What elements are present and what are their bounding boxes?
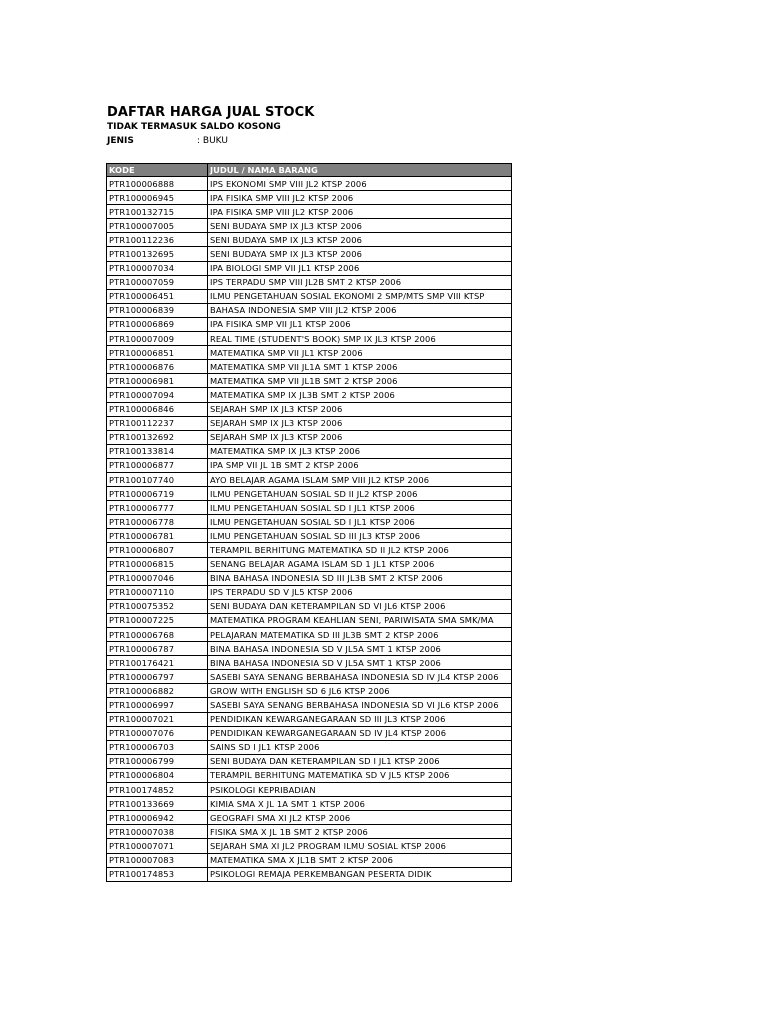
cell-judul: ILMU PENGETAHUAN SOSIAL SD III JL3 KTSP 2006 (208, 529, 512, 543)
cell-kode: PTR100006945 (107, 191, 208, 205)
table-row (107, 317, 512, 331)
cell-kode: PTR100006942 (107, 811, 208, 825)
page-title: DAFTAR HARGA JUAL STOCK (107, 105, 315, 120)
table-row (107, 261, 512, 275)
cell-judul: IPS TERPADU SD V JL5 KTSP 2006 (208, 585, 512, 599)
table-row (107, 585, 512, 599)
cell-judul: SENI BUDAYA SMP IX JL3 KTSP 2006 (208, 219, 512, 233)
cell-kode: PTR100006797 (107, 670, 208, 684)
cell-kode: PTR100132695 (107, 247, 208, 261)
cell-judul: MATEMATIKA SMA X JL1B SMT 2 KTSP 2006 (208, 853, 512, 867)
cell-kode: PTR100006851 (107, 346, 208, 360)
table-row (107, 740, 512, 754)
cell-judul: ILMU PENGETAHUAN SOSIAL SD II JL2 KTSP 2006 (208, 487, 512, 501)
table-row (107, 303, 512, 317)
cell-kode: PTR100006799 (107, 754, 208, 768)
cell-kode: PTR100174853 (107, 867, 208, 881)
cell-kode: PTR100006815 (107, 557, 208, 571)
cell-judul: MATEMATIKA SMP IX JL3B SMT 2 KTSP 2006 (208, 388, 512, 402)
jenis-label: JENIS (107, 136, 134, 146)
table-row (107, 613, 512, 627)
table-row (107, 289, 512, 303)
table-body (107, 177, 512, 882)
cell-kode: PTR100006877 (107, 458, 208, 472)
cell-kode: PTR100006804 (107, 768, 208, 782)
cell-judul: BINA BAHASA INDONESIA SD III JL3B SMT 2 KTSP 2006 (208, 571, 512, 585)
table-row (107, 684, 512, 698)
cell-judul: BINA BAHASA INDONESIA SD V JL5A SMT 1 KTSP 2006 (208, 656, 512, 670)
cell-judul: SENI BUDAYA DAN KETERAMPILAN SD I JL1 KTSP 2006 (208, 754, 512, 768)
cell-judul: PENDIDIKAN KEWARGANEGARAAN SD III JL3 KTSP 2006 (208, 712, 512, 726)
cell-judul: AYO BELAJAR AGAMA ISLAM SMP VIII JL2 KTSP 2006 (208, 472, 512, 486)
table-row (107, 472, 512, 486)
table-row (107, 642, 512, 656)
table-row (107, 402, 512, 416)
cell-judul: SENI BUDAYA SMP IX JL3 KTSP 2006 (208, 233, 512, 247)
cell-kode: PTR100006787 (107, 642, 208, 656)
stock-table (106, 163, 512, 882)
cell-judul: REAL TIME (STUDENT'S BOOK) SMP IX JL3 KTSP 2006 (208, 332, 512, 346)
cell-kode: PTR100133814 (107, 444, 208, 458)
table-row (107, 191, 512, 205)
cell-judul: GROW WITH ENGLISH SD 6 JL6 KTSP 2006 (208, 684, 512, 698)
table-row (107, 712, 512, 726)
table-row (107, 388, 512, 402)
table-row (107, 444, 512, 458)
cell-kode: PTR100007059 (107, 275, 208, 289)
cell-judul: SASEBI SAYA SENANG BERBAHASA INDONESIA SD IV JL4 KTSP 2006 (208, 670, 512, 684)
cell-kode: PTR100007225 (107, 613, 208, 627)
cell-kode: PTR100006888 (107, 177, 208, 191)
cell-judul: ILMU PENGETAHUAN SOSIAL SD I JL1 KTSP 2006 (208, 515, 512, 529)
table-row (107, 332, 512, 346)
cell-judul: PELAJARAN MATEMATIKA SD III JL3B SMT 2 KTSP 2006 (208, 628, 512, 642)
table-row (107, 628, 512, 642)
cell-judul: ILMU PENGETAHUAN SOSIAL SD I JL1 KTSP 2006 (208, 501, 512, 515)
cell-judul: MATEMATIKA SMP VII JL1A SMT 1 KTSP 2006 (208, 360, 512, 374)
table-row (107, 416, 512, 430)
table-row (107, 726, 512, 740)
cell-judul: IPS TERPADU SMP VIII JL2B SMT 2 KTSP 2006 (208, 275, 512, 289)
cell-kode: PTR100007034 (107, 261, 208, 275)
cell-judul: MATEMATIKA SMP IX JL3 KTSP 2006 (208, 444, 512, 458)
cell-judul: SASEBI SAYA SENANG BERBAHASA INDONESIA SD VI JL6 KTSP 2006 (208, 698, 512, 712)
cell-kode: PTR100007076 (107, 726, 208, 740)
cell-judul: PSIKOLOGI REMAJA PERKEMBANGAN PESERTA DIDIK (208, 867, 512, 881)
column-header-kode: KODE (107, 164, 208, 177)
cell-judul: PSIKOLOGI KEPRIBADIAN (208, 783, 512, 797)
cell-kode: PTR100006778 (107, 515, 208, 529)
cell-judul: SEJARAH SMP IX JL3 KTSP 2006 (208, 416, 512, 430)
table-row (107, 698, 512, 712)
cell-judul: PENDIDIKAN KEWARGANEGARAAN SD IV JL4 KTSP 2006 (208, 726, 512, 740)
cell-judul: MATEMATIKA SMP VII JL1 KTSP 2006 (208, 346, 512, 360)
cell-kode: PTR100007110 (107, 585, 208, 599)
table-row (107, 233, 512, 247)
table-row (107, 839, 512, 853)
table-row (107, 867, 512, 881)
table-row (107, 360, 512, 374)
table-row (107, 754, 512, 768)
table-row (107, 346, 512, 360)
cell-judul: GEOGRAFI SMA XI JL2 KTSP 2006 (208, 811, 512, 825)
table-row (107, 458, 512, 472)
cell-judul: SAINS SD I JL1 KTSP 2006 (208, 740, 512, 754)
table-row (107, 783, 512, 797)
cell-kode: PTR100006882 (107, 684, 208, 698)
table-row (107, 599, 512, 613)
table-row (107, 177, 512, 191)
cell-judul: IPA FISIKA SMP VIII JL2 KTSP 2006 (208, 205, 512, 219)
cell-judul: IPA BIOLOGI SMP VII JL1 KTSP 2006 (208, 261, 512, 275)
jenis-value: : BUKU (197, 136, 228, 146)
cell-judul: MATEMATIKA PROGRAM KEAHLIAN SENI, PARIWISATA SMA SMK/MA (208, 613, 512, 627)
cell-kode: PTR100112236 (107, 233, 208, 247)
table-row (107, 374, 512, 388)
cell-kode: PTR100006846 (107, 402, 208, 416)
cell-judul: TERAMPIL BERHITUNG MATEMATIKA SD V JL5 KTSP 2006 (208, 768, 512, 782)
table-row (107, 670, 512, 684)
table-row (107, 529, 512, 543)
table-row (107, 205, 512, 219)
table-row (107, 557, 512, 571)
table-row (107, 543, 512, 557)
cell-kode: PTR100007005 (107, 219, 208, 233)
cell-kode: PTR100132715 (107, 205, 208, 219)
cell-kode: PTR100006719 (107, 487, 208, 501)
column-header-judul: JUDUL / NAMA BARANG (208, 164, 512, 177)
cell-judul: SEJARAH SMP IX JL3 KTSP 2006 (208, 402, 512, 416)
cell-judul: SENI BUDAYA DAN KETERAMPILAN SD VI JL6 KTSP 2006 (208, 599, 512, 613)
cell-judul: SENANG BELAJAR AGAMA ISLAM SD 1 JL1 KTSP 2006 (208, 557, 512, 571)
cell-kode: PTR100006981 (107, 374, 208, 388)
cell-kode: PTR100006807 (107, 543, 208, 557)
cell-kode: PTR100007046 (107, 571, 208, 585)
cell-judul: SEJARAH SMA XI JL2 PROGRAM ILMU SOSIAL KTSP 2006 (208, 839, 512, 853)
cell-judul: IPA FISIKA SMP VIII JL2 KTSP 2006 (208, 191, 512, 205)
table-row (107, 656, 512, 670)
table-row (107, 853, 512, 867)
cell-kode: PTR100007009 (107, 332, 208, 346)
table-row (107, 501, 512, 515)
cell-kode: PTR100006839 (107, 303, 208, 317)
table-row (107, 487, 512, 501)
cell-kode: PTR100006869 (107, 317, 208, 331)
cell-kode: PTR100176421 (107, 656, 208, 670)
cell-kode: PTR100112237 (107, 416, 208, 430)
cell-judul: IPA SMP VII JL 1B SMT 2 KTSP 2006 (208, 458, 512, 472)
cell-judul: SENI BUDAYA SMP IX JL3 KTSP 2006 (208, 247, 512, 261)
cell-kode: PTR100132692 (107, 430, 208, 444)
cell-judul: KIMIA SMA X JL 1A SMT 1 KTSP 2006 (208, 797, 512, 811)
table-row (107, 247, 512, 261)
cell-kode: PTR100006768 (107, 628, 208, 642)
cell-kode: PTR100006876 (107, 360, 208, 374)
cell-kode: PTR100006703 (107, 740, 208, 754)
cell-judul: TERAMPIL BERHITUNG MATEMATIKA SD II JL2 KTSP 2006 (208, 543, 512, 557)
cell-judul: IPA FISIKA SMP VII JL1 KTSP 2006 (208, 317, 512, 331)
cell-kode: PTR100007071 (107, 839, 208, 853)
table-row (107, 797, 512, 811)
table-row (107, 825, 512, 839)
cell-kode: PTR100133669 (107, 797, 208, 811)
table-row (107, 768, 512, 782)
table-row (107, 571, 512, 585)
cell-kode: PTR100006451 (107, 289, 208, 303)
page-subtitle: TIDAK TERMASUK SALDO KOSONG (107, 122, 281, 132)
cell-judul: ILMU PENGETAHUAN SOSIAL EKONOMI 2 SMP/MTS SMP VIII KTSP (208, 289, 512, 303)
table-row (107, 275, 512, 289)
cell-judul: MATEMATIKA SMP VII JL1B SMT 2 KTSP 2006 (208, 374, 512, 388)
cell-kode: PTR100007083 (107, 853, 208, 867)
cell-kode: PTR100006781 (107, 529, 208, 543)
cell-kode: PTR100075352 (107, 599, 208, 613)
cell-kode: PTR100007094 (107, 388, 208, 402)
cell-kode: PTR100006777 (107, 501, 208, 515)
cell-judul: SEJARAH SMP IX JL3 KTSP 2006 (208, 430, 512, 444)
cell-kode: PTR100006997 (107, 698, 208, 712)
cell-kode: PTR100007038 (107, 825, 208, 839)
table-row (107, 515, 512, 529)
table-row (107, 811, 512, 825)
cell-kode: PTR100007021 (107, 712, 208, 726)
table-row (107, 219, 512, 233)
cell-kode: PTR100107740 (107, 472, 208, 486)
cell-judul: BAHASA INDONESIA SMP VIII JL2 KTSP 2006 (208, 303, 512, 317)
cell-judul: FISIKA SMA X JL 1B SMT 2 KTSP 2006 (208, 825, 512, 839)
cell-kode: PTR100174852 (107, 783, 208, 797)
table-header-row (107, 164, 512, 177)
cell-judul: IPS EKONOMI SMP VIII JL2 KTSP 2006 (208, 177, 512, 191)
cell-judul: BINA BAHASA INDONESIA SD V JL5A SMT 1 KTSP 2006 (208, 642, 512, 656)
table-row (107, 430, 512, 444)
